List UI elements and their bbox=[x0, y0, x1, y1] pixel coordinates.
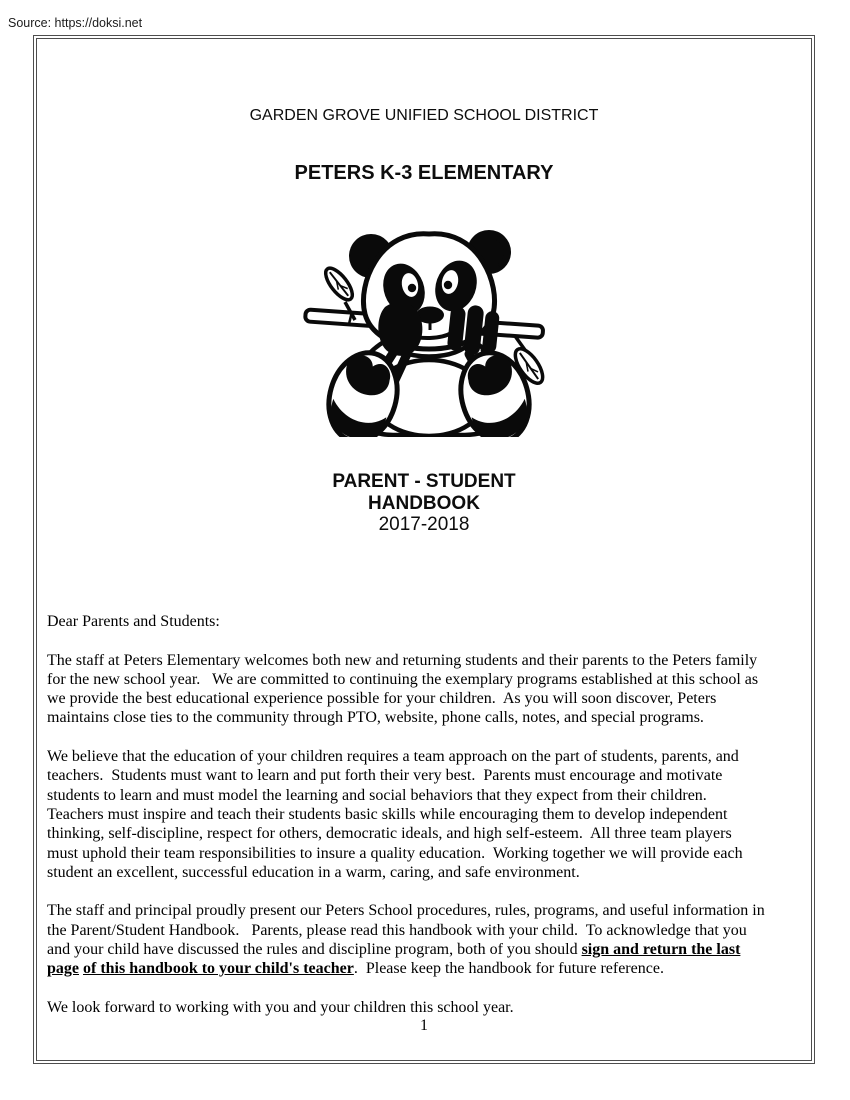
handbook-title-block bbox=[33, 471, 815, 536]
text-run: students to learn and must model the learning and social behaviors that they expect from their children. bbox=[47, 786, 707, 804]
emphasized-text-run: page bbox=[47, 960, 79, 978]
text-line bbox=[47, 844, 807, 863]
letter-body bbox=[47, 612, 807, 1017]
source-url-label: Source: https://doksi.net bbox=[8, 16, 143, 30]
text-line bbox=[47, 786, 807, 805]
text-run: thinking, self-discipline, respect for others, democratic ideals, and high self-esteem. All three team players bbox=[47, 825, 732, 843]
school-title: PETERS K-3 ELEMENTARY bbox=[294, 162, 554, 184]
text-run: must uphold their team responsibilities to insure a quality education. Working together we will provide each bbox=[47, 844, 743, 862]
district-title: GARDEN GROVE UNIFIED SCHOOL DISTRICT bbox=[249, 107, 599, 124]
text-line bbox=[47, 901, 807, 920]
text-line bbox=[47, 940, 807, 959]
text-run: student an excellent, successful education in a warm, caring, and safe environment. bbox=[47, 863, 580, 881]
letter-salutation: Dear Parents and Students: bbox=[47, 613, 220, 630]
letter-paragraphs bbox=[47, 651, 807, 1018]
text-line bbox=[47, 689, 807, 708]
text-run: We look forward to working with you and your children this school year. bbox=[47, 998, 514, 1016]
handbook-title-line1: PARENT - STUDENT bbox=[332, 471, 516, 492]
text-line bbox=[47, 651, 807, 670]
text-run: the Parent/Student Handbook. Parents, please read this handbook with your child. To acknowledge that you bbox=[47, 921, 747, 939]
text-run: for the new school year. We are committed to continuing the exemplary programs established at this school as bbox=[47, 670, 759, 688]
letter-paragraph bbox=[47, 747, 807, 882]
text-run: Teachers must inspire and teach their students basic skills while encouraging them to develop independent bbox=[47, 805, 728, 823]
text-line bbox=[47, 959, 807, 978]
page-number: 1 bbox=[420, 1017, 428, 1034]
text-run: We believe that the education of your children requires a team approach on the part of students, parents, and bbox=[47, 748, 739, 766]
letter-paragraph bbox=[47, 998, 807, 1017]
text-line bbox=[47, 824, 807, 843]
text-line bbox=[47, 708, 807, 727]
text-run: maintains close ties to the community through PTO, website, phone calls, notes, and special programs. bbox=[47, 709, 704, 727]
handbook-title-line2: HANDBOOK bbox=[368, 492, 480, 514]
panda-clipart-image bbox=[301, 222, 547, 437]
text-run: teachers. Students must want to learn and put forth their very best. Parents must encourage and motivate bbox=[47, 767, 723, 785]
text-run: we provide the best educational experience possible for your children. As you will soon discover, Peters bbox=[47, 690, 717, 708]
text-line bbox=[47, 805, 807, 824]
text-line bbox=[47, 670, 807, 689]
text-run: The staff and principal proudly present our Peters School procedures, rules, programs, and useful information in bbox=[47, 902, 765, 920]
letter-paragraph bbox=[47, 901, 807, 978]
emphasized-text-run: of this handbook to your child's teacher bbox=[83, 960, 354, 978]
text-run: The staff at Peters Elementary welcomes both new and returning students and their parents to the Peters family bbox=[47, 651, 758, 669]
letter-paragraph bbox=[47, 651, 807, 728]
text-line bbox=[47, 863, 807, 882]
text-run: . Please keep the handbook for future reference. bbox=[353, 960, 664, 978]
text-line bbox=[47, 998, 807, 1017]
school-year: 2017-2018 bbox=[378, 514, 470, 535]
text-line bbox=[47, 747, 807, 766]
text-line bbox=[47, 766, 807, 785]
text-line bbox=[47, 921, 807, 940]
text-run: and your child have discussed the rules and discipline program, both of you should bbox=[47, 941, 582, 959]
emphasized-text-run: sign and return the last bbox=[581, 941, 741, 959]
